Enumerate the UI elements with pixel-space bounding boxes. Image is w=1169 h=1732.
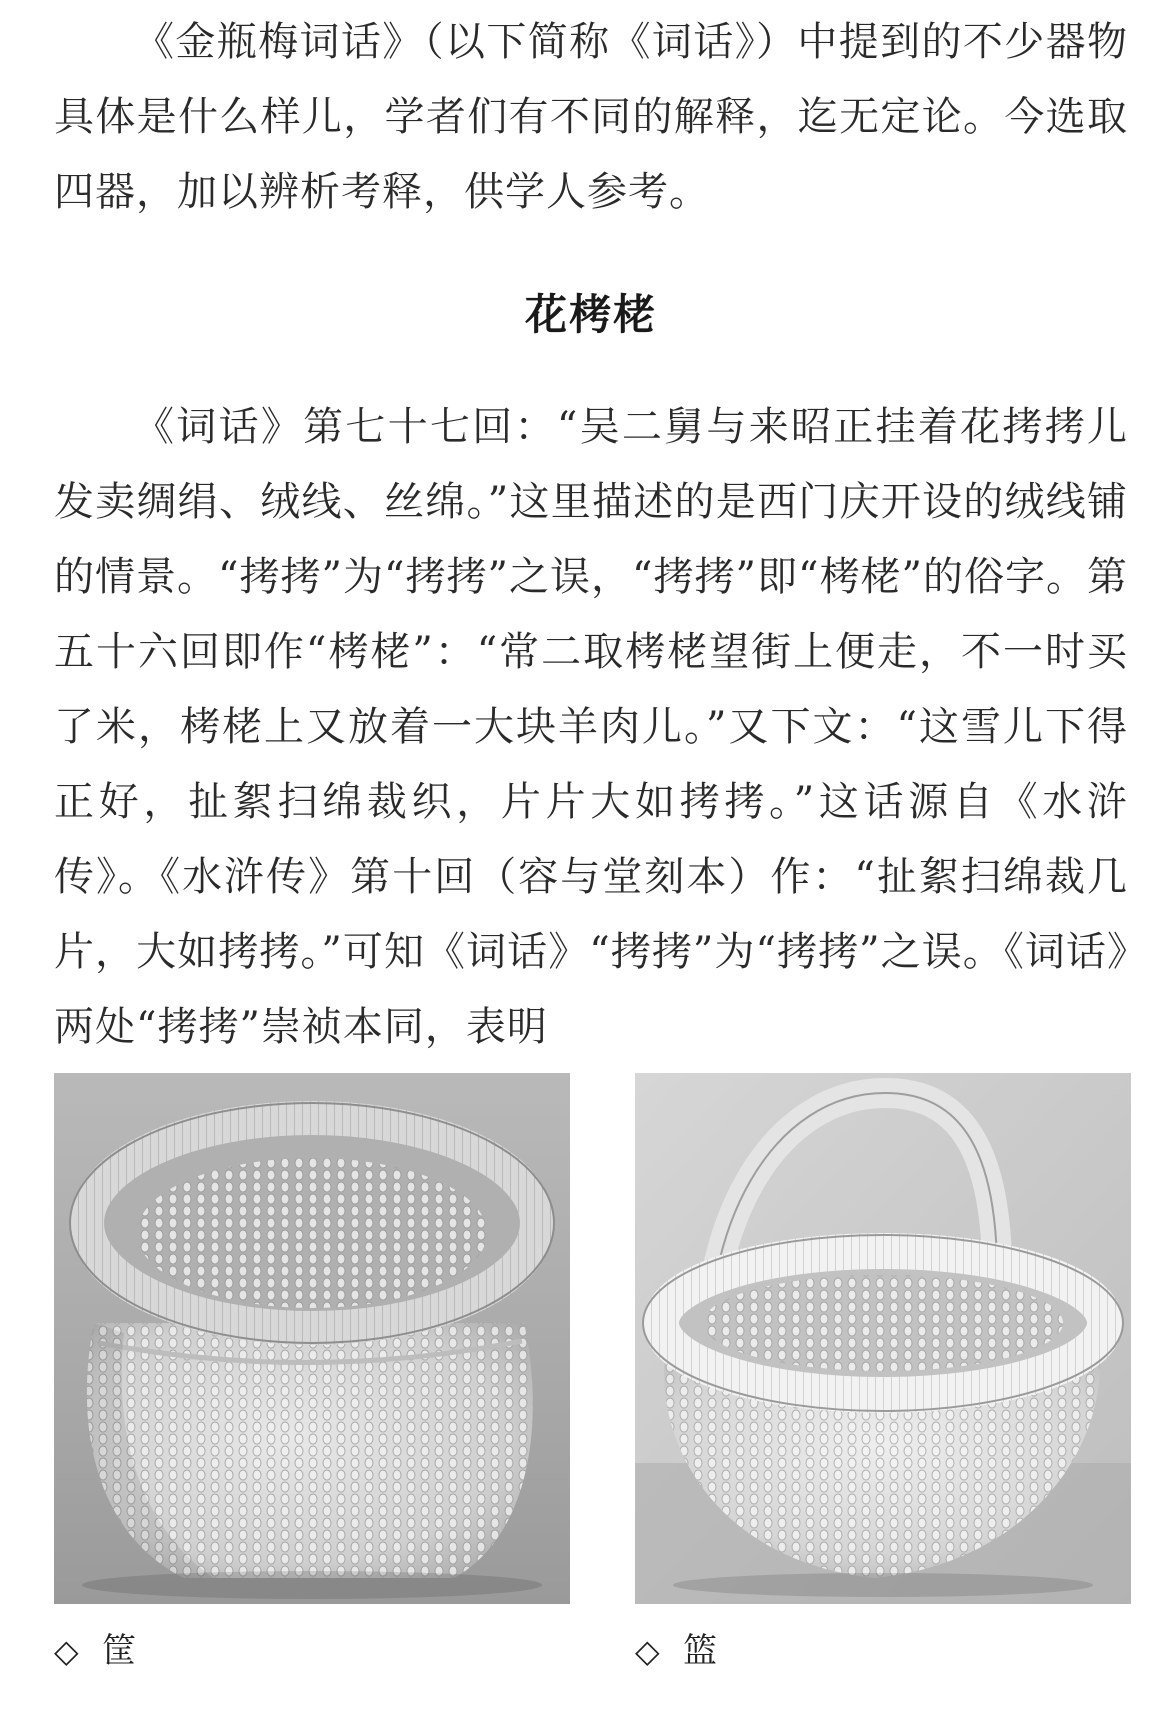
- figure-caption-lan: [635, 1626, 1131, 1676]
- diamond-icon: ◇: [635, 1632, 660, 1670]
- article-body: [54, 0, 1128, 1065]
- section-paragraph: 《词话》第七十七回：“吴二舅与来昭正挂着花拷拷儿发卖绸绢、绒线、丝绵。”这里描述的是西门庆开设的绒线铺的情景。“拷拷”为“拷拷”之误，“拷拷”即“栲栳”的俗字。第五十六回即作“栲栳”：“常二取栲栳望街上便走，不一时买了米，栲栳上又放着一大块羊肉儿。”又下文：“这雪儿下得正好，扯絮扫绵裁织，片片大如拷拷。”这话源自《水浒传》。《水浒传》第十回（容与堂刻本）作：“扯絮扫绵裁几片，大如拷拷。”可知《词话》“拷拷”为“拷拷”之误。《词话》两处“拷拷”崇祯本同，表明: [54, 404, 1128, 1050]
- section-title: 花栲栳: [524, 290, 657, 339]
- caption-text: 篮: [683, 1631, 717, 1671]
- basket-photo-icon: [54, 1073, 570, 1604]
- handled-basket-photo-icon: [635, 1073, 1131, 1604]
- intro-paragraph: 《金瓶梅词话》（以下简称《词话》）中提到的不少器物具体是什么样儿，学者们有不同的解释，迄无定论。今选取四器，加以辨析考释，供学人参考。: [54, 19, 1128, 215]
- figure-caption-kuang: [54, 1626, 570, 1676]
- diamond-icon: ◇: [54, 1632, 79, 1670]
- figure-kuang: [54, 1073, 570, 1676]
- figure-lan: [635, 1073, 1131, 1676]
- caption-text: 筐: [102, 1631, 136, 1671]
